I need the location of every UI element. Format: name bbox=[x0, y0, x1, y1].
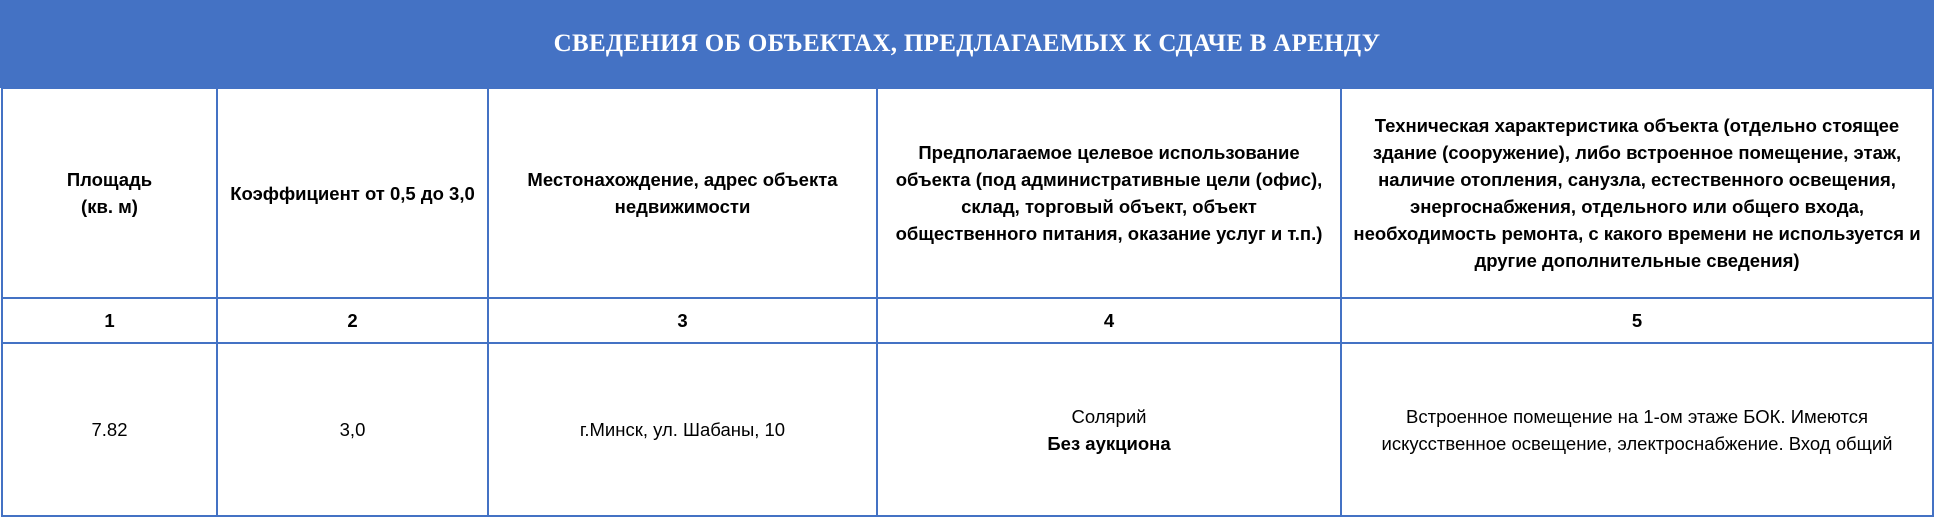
header-address-label: Местонахождение, адрес объекта недвижимости bbox=[527, 169, 838, 217]
header-usage-label: Предполагаемое целевое использование объекта (под административные цели (офис), склад, торговый объект, объект общественного питания, оказание услуг и т.п.) bbox=[895, 142, 1323, 244]
cell-coefficient: 3,0 bbox=[217, 343, 488, 516]
header-coefficient-label: Коэффициент от 0,5 до 3,0 bbox=[230, 182, 475, 204]
cell-area: 7.82 bbox=[2, 343, 217, 516]
header-cell-usage bbox=[877, 88, 1341, 298]
usage-note: Без аукциона bbox=[1047, 432, 1171, 454]
column-number-3: 3 bbox=[488, 298, 877, 343]
column-number-row bbox=[2, 298, 1933, 343]
table-row bbox=[2, 343, 1933, 516]
cell-technical bbox=[1341, 343, 1933, 516]
cell-address: г.Минск, ул. Шабаны, 10 bbox=[488, 343, 877, 516]
column-number-1: 1 bbox=[2, 298, 217, 343]
header-area-label: Площадь bbox=[66, 169, 153, 190]
header-cell-address bbox=[488, 88, 877, 298]
objects-table bbox=[1, 87, 1934, 517]
sheet-title: СВЕДЕНИЯ ОБ ОБЪЕКТАХ, ПРЕДЛАГАЕМЫХ К СДАЧЕ В АРЕНДУ bbox=[553, 30, 1381, 57]
table-header-row bbox=[2, 88, 1933, 298]
header-cell-area bbox=[2, 88, 217, 298]
column-number-5: 5 bbox=[1341, 298, 1933, 343]
header-technical-label: Техническая характеристика объекта (отдельно стоящее здание (сооружение), либо встроенное помещение, этаж, наличие отопления, санузла, естественного освещения, энергоснабжения, отдельного или общего входа, необходимость ремонта, с какого времени не используется и другие дополнительные сведения) bbox=[1353, 115, 1921, 271]
technical-value: Встроенное помещение на 1-ом этаже БОК. Имеются искусственное освещение, электроснабжение. Вход общий bbox=[1381, 405, 1893, 454]
column-number-2: 2 bbox=[217, 298, 488, 343]
header-cell-technical bbox=[1341, 88, 1933, 298]
header-area-unit: (кв. м) bbox=[81, 196, 138, 217]
header-cell-coefficient bbox=[217, 88, 488, 298]
usage-value: Солярий bbox=[1071, 405, 1147, 427]
title-bar bbox=[0, 0, 1934, 88]
column-number-4: 4 bbox=[877, 298, 1341, 343]
cell-usage bbox=[877, 343, 1341, 516]
